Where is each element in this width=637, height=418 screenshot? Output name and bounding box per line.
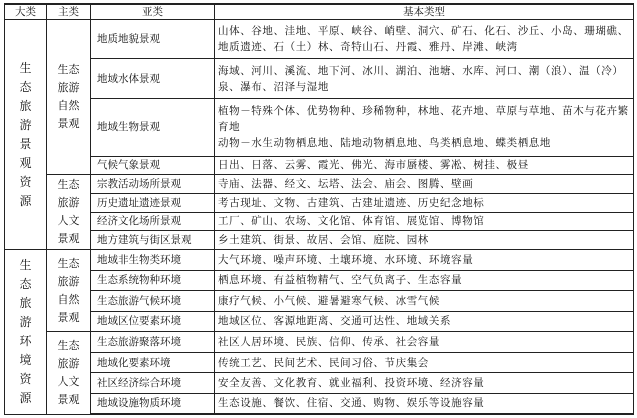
basic-type-cell: 栖息环境、有益植物精气、空气负离子、生态容量 (215, 270, 634, 291)
main-category-label: 生态旅游人文景观 (57, 178, 80, 246)
basic-type-cell: 山体、谷地、洼地、平原、峡谷、峭壁、洞穴、矿石、化石、沙丘、小岛、珊瑚礁、地质遗迹、石（土）林、奇特山石、丹霞、雅丹、岸滩、峡湾 (215, 20, 634, 59)
resource-classification-table-wrapper (4, 3, 633, 415)
subcategory-cell: 生态旅游气候环境 (91, 291, 215, 312)
table-row (5, 250, 634, 271)
subcategory-cell: 地域设施物质环境 (91, 393, 215, 414)
basic-type-cell: 工厂、矿山、农场、文化馆、体育馆、展览馆、博物馆 (215, 212, 634, 231)
table-row (5, 332, 634, 353)
table-row (5, 393, 634, 414)
subcategory-cell: 宗教活动场所景观 (91, 175, 215, 194)
subcategory-cell: 经济文化场所景观 (91, 212, 215, 231)
basic-type-cell: 生态设施、餐饮、住宿、交通、购物、娱乐等设施容量 (215, 393, 634, 414)
table-row (5, 231, 634, 250)
table-row (5, 20, 634, 59)
basic-type-cell: 康疗气候、小气候、避暑避寒气候、冰雪气候 (215, 291, 634, 312)
table-row (5, 270, 634, 291)
major-category-cell (5, 20, 47, 250)
basic-type-cell: 社区人居环境、民族、信仰、传承、社会容量 (215, 332, 634, 353)
main-category-label: 生态旅游自然景观 (57, 63, 80, 131)
header-row (5, 4, 634, 20)
subcategory-cell: 地域区位要素环境 (91, 311, 215, 332)
table-row (5, 311, 634, 332)
subcategory-cell: 生态系统物种环境 (91, 270, 215, 291)
table-row (5, 352, 634, 373)
main-category-label: 生态旅游自然景观 (57, 256, 80, 324)
subcategory-cell: 地质地貌景观 (91, 20, 215, 59)
basic-type-cell: 植物－特殊个体、优势物种、珍稀物种，林地、花卉地、草原与草地、苗木与花卉繁育地 动物－水生动物栖息地、陆地动物栖息地、鸟类栖息地、蝶类栖息地 (215, 99, 634, 157)
subcategory-cell: 地域水体景观 (91, 59, 215, 99)
main-category-cell (47, 175, 91, 250)
main-category-cell (47, 332, 91, 414)
subcategory-cell: 地域非生物类环境 (91, 250, 215, 271)
subcategory-cell: 地域生物景观 (91, 99, 215, 157)
table-row (5, 291, 634, 312)
subcategory-cell: 社区经济综合环境 (91, 373, 215, 394)
table-row (5, 193, 634, 212)
main-category-label: 生态旅游人文景观 (57, 338, 80, 406)
basic-type-cell: 乡土建筑、街景、故居、会馆、庭院、园林 (215, 231, 634, 250)
resource-classification-table (4, 3, 634, 415)
subcategory-cell: 地域化要素环境 (91, 352, 215, 373)
major-category-label: 生态旅游环境资源 (19, 257, 32, 405)
basic-type-cell: 海域、河川、溪流、地下河、冰川、湖泊、池塘、水库、河口、潮（浪）、温（冷）泉、瀑布、沼泽与湿地 (215, 59, 634, 99)
header-subcategory: 亚类 (91, 4, 215, 20)
table-row (5, 373, 634, 394)
basic-type-cell: 日出、日落、云雾、霞光、佛光、海市蜃楼、雾凇、树挂、极昼 (215, 156, 634, 174)
table-row (5, 156, 634, 174)
basic-type-cell: 传统工艺、民间艺术、民间习俗、节庆集会 (215, 352, 634, 373)
main-category-cell (47, 20, 91, 175)
subcategory-cell: 生态旅游聚落环境 (91, 332, 215, 353)
major-category-label: 生态旅游景观资源 (19, 60, 32, 208)
major-category-cell (5, 250, 47, 414)
table-row (5, 59, 634, 99)
basic-type-cell: 大气环境、噪声环境、土壤环境、水环境、环境容量 (215, 250, 634, 271)
basic-type-cell: 地域区位、客源地距离、交通可达性、地域关系 (215, 311, 634, 332)
table-row (5, 212, 634, 231)
basic-type-cell: 考古现址、文物、古建筑、古建址遗迹、历史纪念地标 (215, 193, 634, 212)
subcategory-cell: 历史遗址遗迹景观 (91, 193, 215, 212)
subcategory-cell: 气候气象景观 (91, 156, 215, 174)
table-row (5, 99, 634, 157)
basic-type-cell: 安全友善、文化教育、就业福利、投资环境、经济容量 (215, 373, 634, 394)
header-basic-type: 基本类型 (215, 4, 634, 20)
subcategory-cell: 地方建筑与街区景观 (91, 231, 215, 250)
header-main-category: 主类 (47, 4, 91, 20)
main-category-cell (47, 250, 91, 332)
header-major-category: 大类 (5, 4, 47, 20)
table-row (5, 175, 634, 194)
basic-type-cell: 寺庙、法器、经文、坛塔、法会、庙会、图腾、壁画 (215, 175, 634, 194)
